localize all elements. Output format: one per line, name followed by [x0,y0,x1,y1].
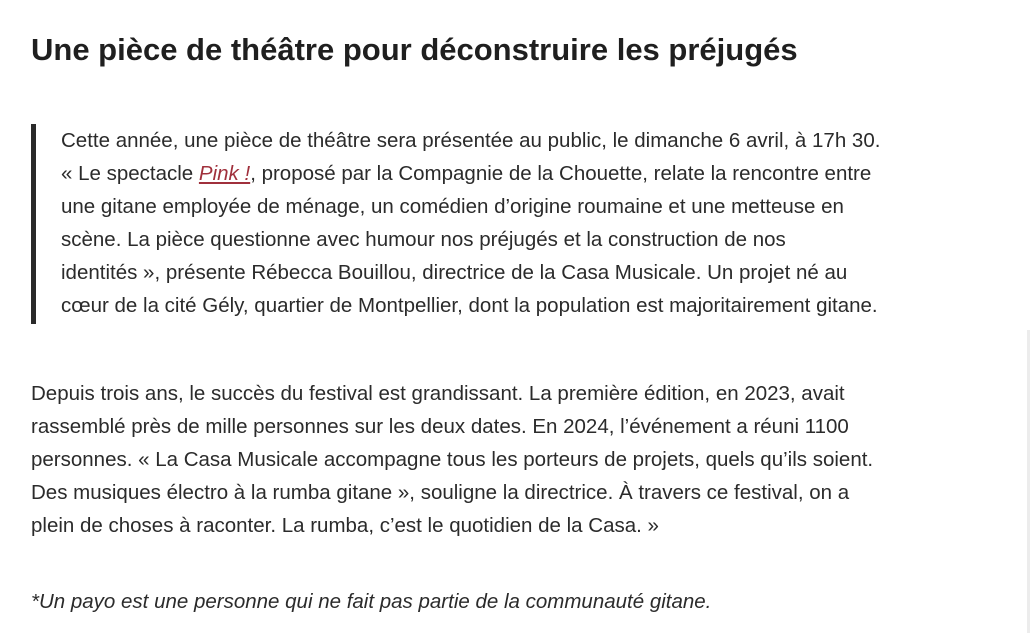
footnote: *Un payo est une personne qui ne fait pas partie de la communauté gitane. [31,590,712,613]
quote-line-5: identités », présente Rébecca Bouillou, directrice de la Casa Musicale. Un projet né au [61,261,848,284]
paragraph-line-4: Des musiques électro à la rumba gitane », souligne la directrice. À travers ce festival, on a [31,481,850,504]
quote-line-3: une gitane employée de ménage, un comédien d’origine roumaine et une metteuse en [61,195,844,218]
pink-show-link[interactable]: Pink ! [198,162,251,185]
paragraph-line-5: plein de choses à raconter. La rumba, c’est le quotidien de la Casa. » [31,514,659,537]
blockquote [31,124,1016,324]
quote-line-2-after: , proposé par la Compagnie de la Chouette, relate la rencontre entre [250,162,872,185]
article-title: Une pièce de théâtre pour déconstruire les préjugés [31,32,798,67]
quote-line-2-before: « Le spectacle [61,162,199,185]
paragraph-line-1: Depuis trois ans, le succès du festival est grandissant. La première édition, en 2023, avait [31,382,845,405]
quote-line-4: scène. La pièce questionne avec humour nos préjugés et la construction de nos [61,228,786,251]
quote-line-6: cœur de la cité Gély, quartier de Montpellier, dont la population est majoritairement gitane. [61,294,878,317]
paragraph-line-3: personnes. « La Casa Musicale accompagne tous les porteurs de projets, quels qu’ils soient. [31,448,874,471]
paragraph-line-2: rassemblé près de mille personnes sur les deux dates. En 2024, l’événement a réuni 1100 [31,415,849,438]
quote-line-1: Cette année, une pièce de théâtre sera présentée au public, le dimanche 6 avril, à 17h 30. [61,129,881,152]
quote-line-2 [61,157,871,190]
quote-bar [31,124,36,324]
